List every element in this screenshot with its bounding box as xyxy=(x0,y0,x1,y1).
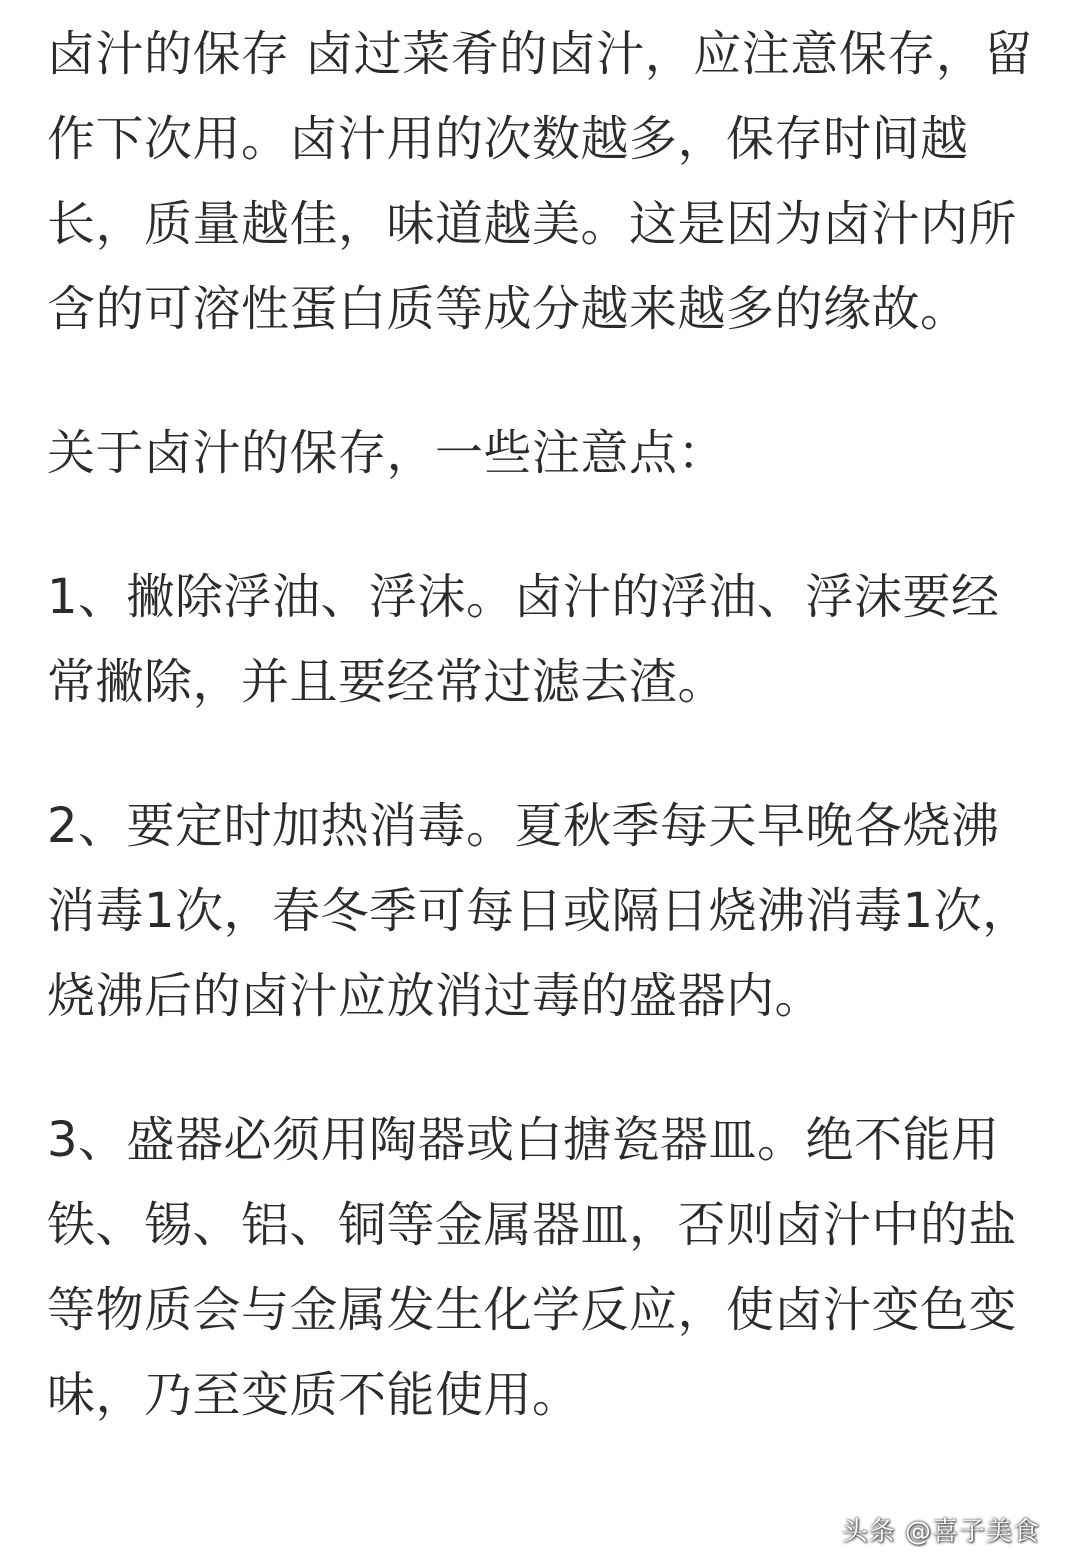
paragraph-point-1: 1、撇除浮油、浮沫。卤汁的浮油、浮沫要经常撇除，并且要经常过滤去渣。 xyxy=(47,569,1000,710)
paragraph-gap xyxy=(47,1039,1037,1098)
paragraph-gap xyxy=(47,352,1037,411)
paragraph-gap xyxy=(47,496,1037,555)
paragraph-notes-heading: 关于卤汁的保存，一些注意点： xyxy=(47,425,727,481)
paragraph-point-3: 3、盛器必须用陶器或白搪瓷器皿。绝不能用铁、锡、铝、铜等金属器皿，否则卤汁中的盐等物质会与金属发生化学反应，使卤汁变色变味，乃至变质不能使用。 xyxy=(47,1112,1018,1423)
paragraph-intro: 卤汁的保存 卤过菜肴的卤汁，应注意保存，留作下次用。卤汁用的次数越多，保存时间越长，质量越佳，味道越美。这是因为卤汁内所含的可溶性蛋白质等成分越来越多的缘故。 xyxy=(47,26,1033,337)
paragraph-point-2: 2、要定时加热消毒。夏秋季每天早晚各烧沸消毒1次，春冬季可每日或隔日烧沸消毒1次，烧沸后的卤汁应放消过毒的盛器内。 xyxy=(47,798,1031,1024)
article-body xyxy=(47,12,1037,1438)
paragraph-gap xyxy=(47,725,1037,784)
source-watermark: 头条 @喜子美食 xyxy=(841,1517,1040,1547)
